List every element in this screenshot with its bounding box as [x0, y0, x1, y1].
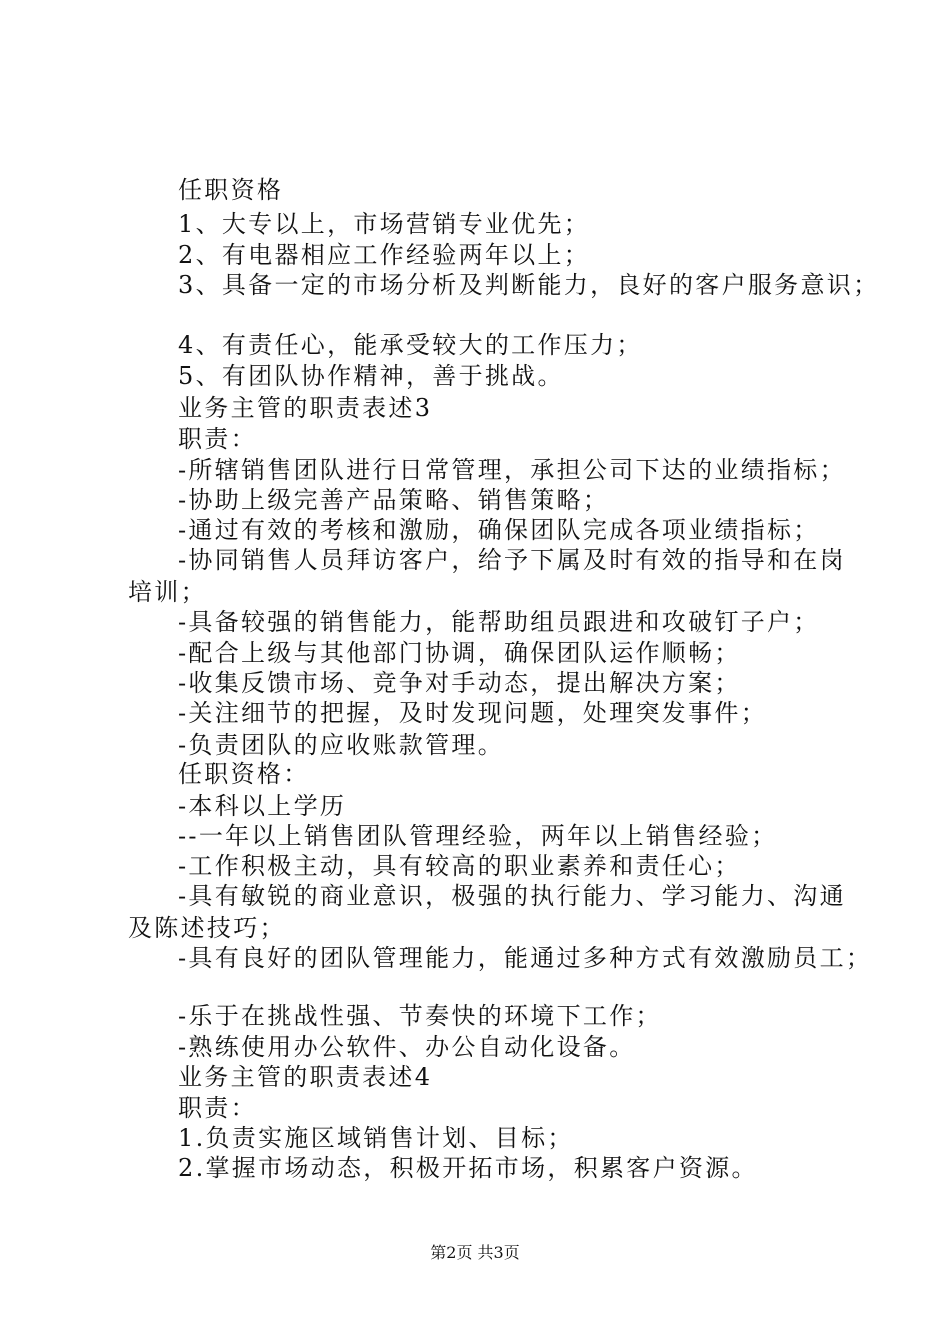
paragraph-line-continuation: 培训；	[128, 578, 207, 606]
section-title: 业务主管的职责表述3	[178, 394, 433, 422]
paragraph-line: 3、具备一定的市场分析及判断能力，良好的客户服务意识；	[178, 271, 880, 299]
section-heading-duties: 职责：	[178, 425, 257, 453]
section-title: 业务主管的职责表述4	[178, 1063, 433, 1091]
paragraph-line: -负责团队的应收账款管理。	[178, 731, 505, 759]
paragraph-line: -通过有效的考核和激励，确保团队完成各项业绩指标；	[178, 516, 820, 544]
paragraph-line: -所辖销售团队进行日常管理，承担公司下达的业绩指标；	[178, 456, 846, 484]
paragraph-line-continuation: 及陈述技巧；	[128, 914, 286, 942]
paragraph-line: 5、有团队协作精神，善于挑战。	[178, 362, 564, 390]
paragraph-line: 2、有电器相应工作经验两年以上；	[178, 241, 591, 269]
paragraph-line: -关注细节的把握，及时发现问题，处理突发事件；	[178, 699, 768, 727]
paragraph-line: 1、大专以上，市场营销专业优先；	[178, 210, 591, 238]
paragraph-line: -工作积极主动，具有较高的职业素养和责任心；	[178, 852, 741, 880]
paragraph-line: -收集反馈市场、竞争对手动态，提出解决方案；	[178, 669, 741, 697]
paragraph-line: --一年以上销售团队管理经验，两年以上销售经验；	[178, 822, 778, 850]
page-number: 第2页 共3页	[430, 1243, 520, 1262]
paragraph-line: 2.掌握市场动态，积极开拓市场，积累客户资源。	[178, 1154, 758, 1182]
paragraph-line: 1.负责实施区域销售计划、目标；	[178, 1124, 574, 1152]
section-heading-qualifications: 任职资格：	[178, 760, 310, 788]
paragraph-line: -熟练使用办公软件、办公自动化设备。	[178, 1033, 636, 1061]
paragraph-line: -具有良好的团队管理能力，能通过多种方式有效激励员工；	[178, 944, 873, 972]
paragraph-line: -协同销售人员拜访客户，给予下属及时有效的指导和在岗	[178, 546, 846, 574]
paragraph-line: 4、有责任心，能承受较大的工作压力；	[178, 331, 643, 359]
page-footer	[0, 1242, 950, 1264]
paragraph-line: -协助上级完善产品策略、销售策略；	[178, 486, 610, 514]
paragraph-line: -具备较强的销售能力，能帮助组员跟进和攻破钉子户；	[178, 608, 820, 636]
paragraph-line: -本科以上学历	[178, 792, 347, 820]
section-heading-duties: 职责：	[178, 1094, 257, 1122]
paragraph-line: -具有敏锐的商业意识，极强的执行能力、学习能力、沟通	[178, 882, 846, 910]
section-heading-qualifications: 任职资格	[178, 176, 284, 204]
paragraph-line: -配合上级与其他部门协调，确保团队运作顺畅；	[178, 639, 741, 667]
paragraph-line: -乐于在挑战性强、节奏快的环境下工作；	[178, 1002, 662, 1030]
